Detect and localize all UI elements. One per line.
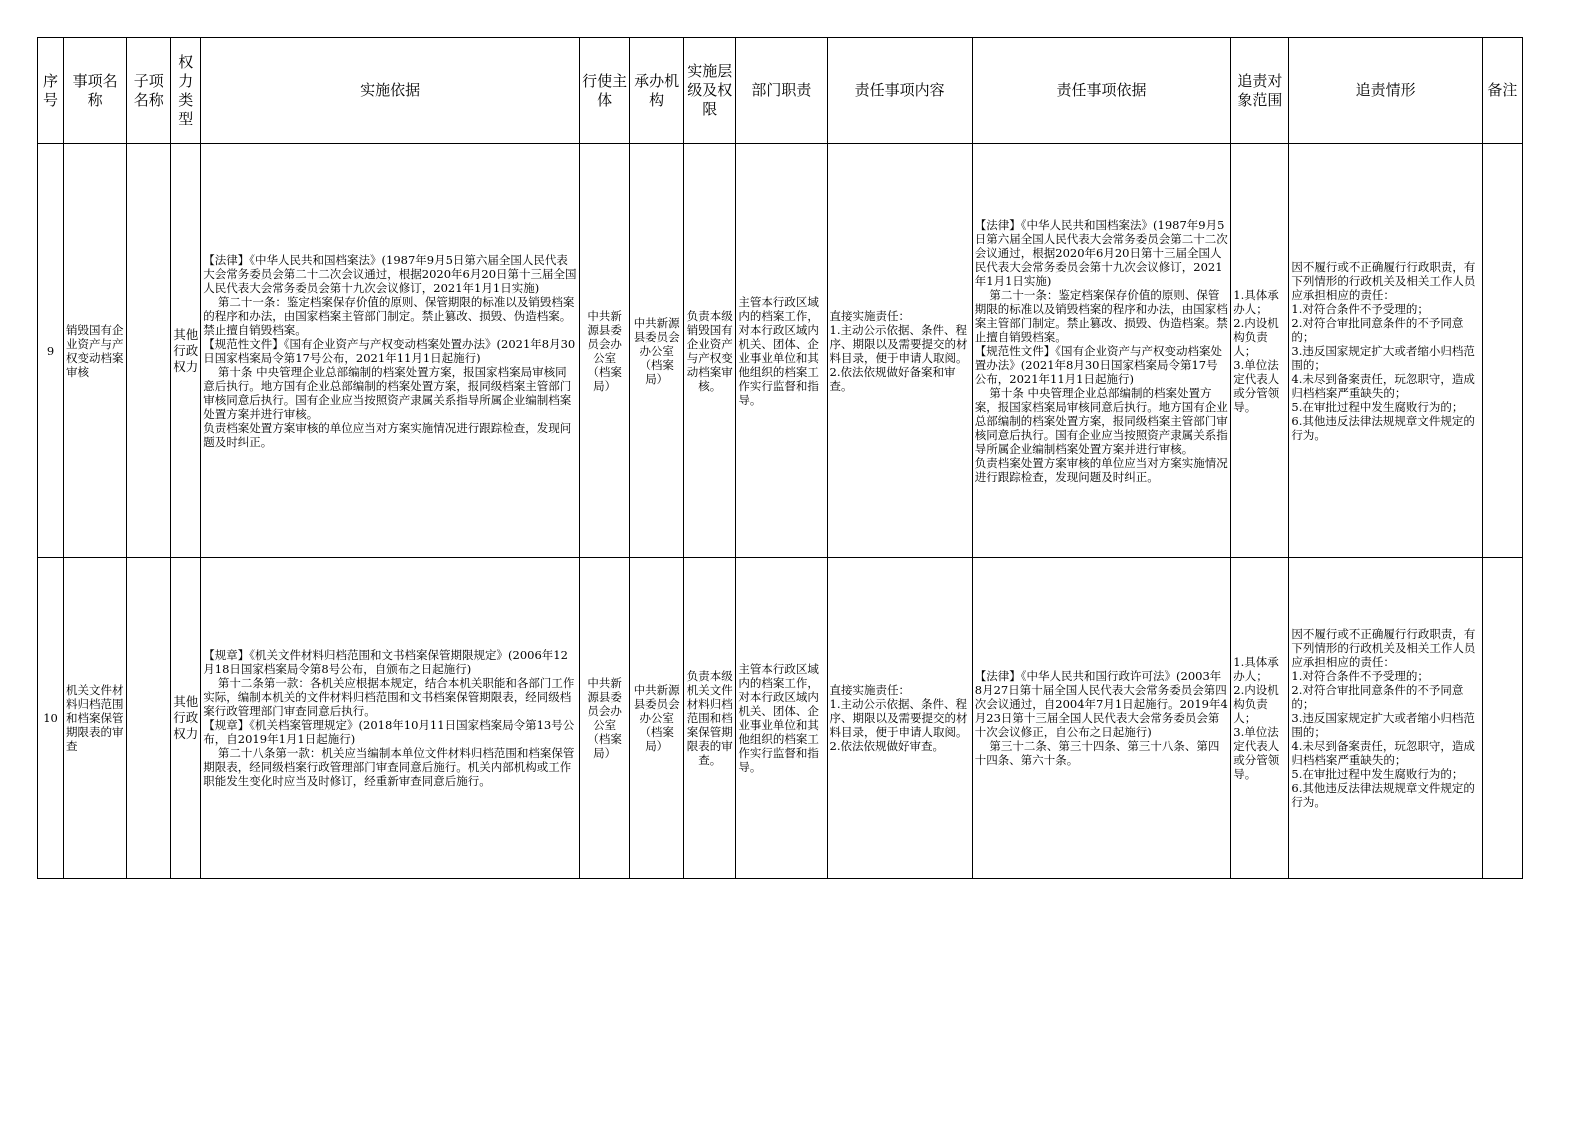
row-agency: 中共新源县委员会办公室（档案局） — [630, 558, 684, 879]
header-resp-basis: 责任事项依据 — [972, 38, 1231, 144]
header-subject: 行使主体 — [580, 38, 630, 144]
header-sub: 子项名称 — [127, 38, 171, 144]
row-no: 9 — [38, 144, 64, 558]
header-row — [38, 38, 1523, 144]
row-agency: 中共新源县委员会办公室（档案局） — [630, 144, 684, 558]
table-row — [38, 558, 1523, 879]
header-level: 实施层级及权限 — [684, 38, 736, 144]
row-scope: 1.具体承办人； 2.内设机构负责人； 3.单位法定代表人或分管领导。 — [1231, 558, 1289, 879]
row-situation: 因不履行或不正确履行行政职责，有下列情形的行政机关及相关工作人员应承担相应的责任： 1.对符合条件不予受理的； 2.对符合审批同意条件的不予同意的； 3.违反国家规定扩大或者缩小归档范围的； 4.未尽到备案责任，玩忽职守，造成归档档案严重缺失的； 5.在审批过程中发生腐败行为的； 6.其他违反法律法规规章文件规定的行为。 — [1289, 558, 1482, 879]
row-situation: 因不履行或不正确履行行政职责，有下列情形的行政机关及相关工作人员应承担相应的责任： 1.对符合条件不予受理的； 2.对符合审批同意条件的不予同意的； 3.违反国家规定扩大或者缩小归档范围的； 4.未尽到备案责任，玩忽职守，造成归档档案严重缺失的； 5.在审批过程中发生腐败行为的； 6.其他违反法律法规规章文件规定的行为。 — [1289, 144, 1482, 558]
row-sub — [127, 558, 171, 879]
header-basis: 实施依据 — [201, 38, 580, 144]
header-agency: 承办机构 — [630, 38, 684, 144]
power-list-table — [37, 37, 1523, 879]
row-scope: 1.具体承办人； 2.内设机构负责人； 3.单位法定代表人或分管领导。 — [1231, 144, 1289, 558]
row-level: 负责本级机关文件材料归档范围和档案保管期限表的审查。 — [684, 558, 736, 879]
row-sub — [127, 144, 171, 558]
row-content: 直接实施责任： 1.主动公示依据、条件、程序、期限以及需要提交的材料目录，便于申请人取阅。 2.依法依规做好备案和审查。 — [827, 144, 972, 558]
row-subject: 中共新源县委员会办公室（档案局） — [580, 558, 630, 879]
row-note — [1482, 558, 1522, 879]
header-situation: 追责情形 — [1289, 38, 1482, 144]
header-note: 备注 — [1482, 38, 1522, 144]
header-no: 序号 — [38, 38, 64, 144]
table-row — [38, 144, 1523, 558]
row-type: 其他行政权力 — [171, 144, 201, 558]
row-level: 负责本级销毁国有企业资产与产权变动档案审核。 — [684, 144, 736, 558]
row-name: 机关文件材料归档范围和档案保管期限表的审查 — [64, 558, 127, 879]
row-name: 销毁国有企业资产与产权变动档案审核 — [64, 144, 127, 558]
row-type: 其他行政权力 — [171, 558, 201, 879]
row-resp-basis: 【法律】《中华人民共和国档案法》(1987年9月5日第六届全国人民代表大会常务委员会第二十二次会议通过，根据2020年6月20日第十三届全国人民代表大会常务委员会第十九次会议修订，2021年1月1日实施) 第二十一条：鉴定档案保存价值的原则、保管期限的标准以及销毁档案的程序和办法，由国家档案主管部门制定。禁止篡改、损毁、伪造档案。禁止擅自销毁档案。 【规范性文件】《国有企业资产与产权变动档案处置办法》(2021年8月30日国家档案局令第17号公布，2021年11月1日起施行) 第十条 中央管理企业总部编制的档案处置方案，报国家档案局审核同意后执行。地方国有企业总部编制的档案处置方案，报同级档案主管部门审核同意后执行。国有企业应当按照资产隶属关系指导所属企业编制档案处置方案并进行审核。 负责档案处置方案审核的单位应当对方案实施情况进行跟踪检查，发现问题及时纠正。 — [972, 144, 1231, 558]
header-name: 事项名称 — [64, 38, 127, 144]
row-content: 直接实施责任： 1.主动公示依据、条件、程序、期限以及需要提交的材料目录，便于申请人取阅。 2.依法依规做好审查。 — [827, 558, 972, 879]
row-no: 10 — [38, 558, 64, 879]
row-note — [1482, 144, 1522, 558]
row-resp-basis: 【法律】《中华人民共和国行政许可法》(2003年8月27日第十届全国人民代表大会常务委员会第四次会议通过，自2004年7月1日起施行。2019年4月23日第十三届全国人民代表大会常务委员会第十次会议修正，自公布之日起施行) 第三十二条、第三十四条、第三十八条、第四十四条、第六十条。 — [972, 558, 1231, 879]
row-subject: 中共新源县委员会办公室（档案局） — [580, 144, 630, 558]
header-scope: 追责对象范围 — [1231, 38, 1289, 144]
header-type: 权力类型 — [171, 38, 201, 144]
header-duty: 部门职责 — [736, 38, 827, 144]
row-duty: 主管本行政区域内的档案工作，对本行政区域内机关、团体、企业事业单位和其他组织的档案工作实行监督和指导。 — [736, 558, 827, 879]
row-basis: 【规章】《机关文件材料归档范围和文书档案保管期限规定》(2006年12月18日国家档案局令第8号公布，自颁布之日起施行) 第十二条第一款：各机关应根据本规定，结合本机关职能和各部门工作实际，编制本机关的文件材料归档范围和文书档案保管期限表，经同级档案行政管理部门审查同意后执行。 【规章】《机关档案管理规定》(2018年10月11日国家档案局令第13号公布，自2019年1月1日起施行) 第二十八条第一款：机关应当编制本单位文件材料归档范围和档案保管期限表，经同级档案行政管理部门审查同意后施行。机关内部机构或工作职能发生变化时应当及时修订，经重新审查同意后施行。 — [201, 558, 580, 879]
header-content: 责任事项内容 — [827, 38, 972, 144]
row-duty: 主管本行政区域内的档案工作，对本行政区域内机关、团体、企业事业单位和其他组织的档案工作实行监督和指导。 — [736, 144, 827, 558]
row-basis: 【法律】《中华人民共和国档案法》(1987年9月5日第六届全国人民代表大会常务委员会第二十二次会议通过，根据2020年6月20日第十三届全国人民代表大会常务委员会第十九次会议修订，2021年1月1日实施) 第二十一条：鉴定档案保存价值的原则、保管期限的标准以及销毁档案的程序和办法，由国家档案主管部门制定。禁止篡改、损毁、伪造档案。禁止擅自销毁档案。 【规范性文件】《国有企业资产与产权变动档案处置办法》(2021年8月30日国家档案局令第17号公布，2021年11月1日起施行) 第十条 中央管理企业总部编制的档案处置方案，报国家档案局审核同意后执行。地方国有企业总部编制的档案处置方案，报同级档案主管部门审核同意后执行。国有企业应当按照资产隶属关系指导所属企业编制档案处置方案并进行审核。 负责档案处置方案审核的单位应当对方案实施情况进行跟踪检查，发现问题及时纠正。 — [201, 144, 580, 558]
